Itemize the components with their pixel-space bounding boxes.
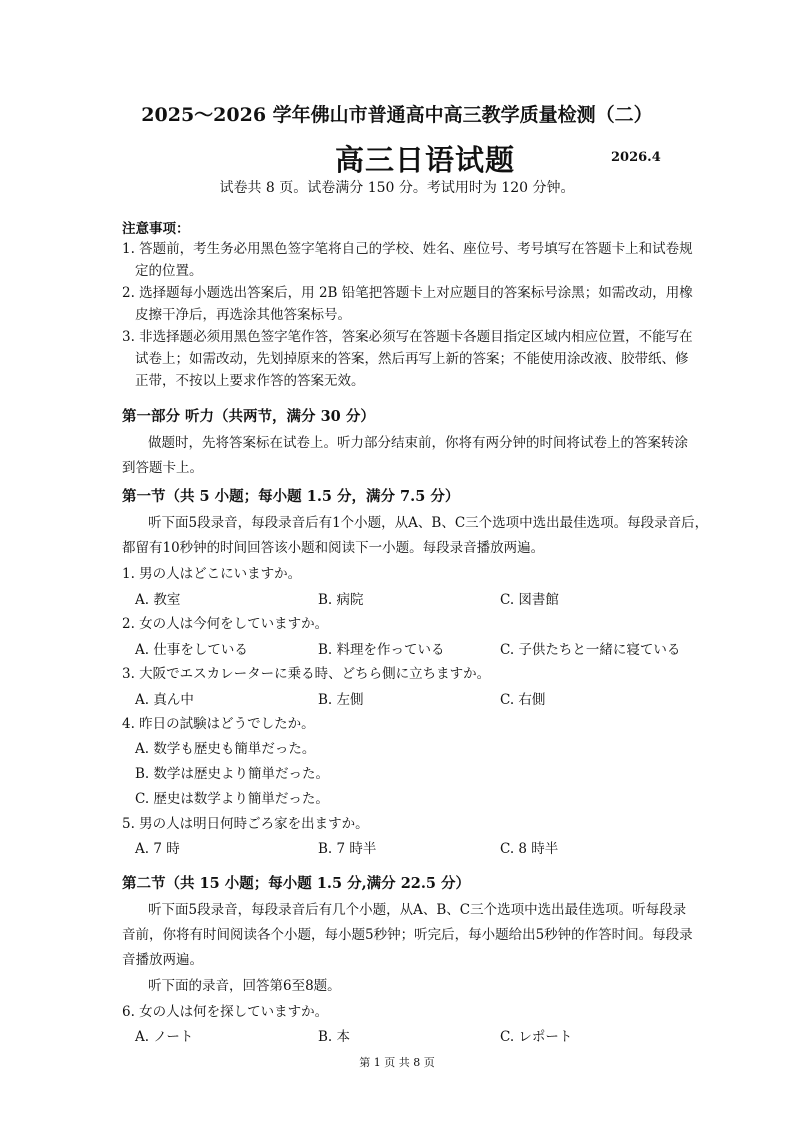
option-c: C. 子供たちと一緒に寝ている [500,642,681,658]
exam-info: 试卷共 8 页。试卷满分 150 分。考试用时为 120 分钟。 [219,180,575,196]
section2-lead: 听下面的录音，回答第6至8题。 [148,978,341,994]
question-text: 4. 昨日の試験はどうでしたか。 [122,716,315,732]
section1-intro-line: 都留有10秒钟的时间回答该小题和阅读下一小题。每段录音播放两遍。 [122,540,545,556]
notes-heading: 注意事项： [122,221,190,237]
notes-line: 1. 答题前，考生务必用黑色签字笔将自己的学校、姓名、座位号、考号填写在答题卡上和试卷规 [122,241,693,257]
section2-intro-line: 音前，你将有时间阅读各个小题，每小题5秒钟；听完后，每小题给出5秒钟的作答时间。每段录 [122,927,693,943]
section1-intro-line: 听下面5段录音，每段录音后有1个小题，从A、B、C三个选项中选出最佳选项。每段录音后， [148,515,709,531]
question-text: 3. 大阪でエスカレーターに乗る時、どちら側に立ちますか。 [122,666,491,682]
question-text: 2. 女の人は今何をしていますか。 [122,616,329,632]
question-text: 1. 男の人はどこにいますか。 [122,566,302,582]
section1-heading: 第一节（共 5 小题；每小题 1.5 分，满分 7.5 分） [122,488,460,505]
option-a: A. 教室 [135,592,181,608]
option-a: A. 数学も歴史も簡単だった。 [135,741,316,757]
option-b: B. 病院 [318,592,364,608]
option-b: B. 料理を作っている [318,642,445,658]
section2-intro-line: 听下面5段录音，每段录音后有几个小题，从A、B、C三个选项中选出最佳选项。听每段录 [148,902,687,918]
option-b: B. 左側 [318,692,364,708]
exam-date: 2026.4 [611,150,661,165]
notes-line: 定的位置。 [135,263,203,279]
option-a: A. 真ん中 [135,692,194,708]
exam-title: 2025～2026 学年佛山市普通高中高三教学质量检测（二） [141,104,653,126]
notes-line: 试卷上；如需改动，先划掉原来的答案，然后再写上新的答案；不能使用涂改液、胶带纸、修 [135,351,689,367]
page-footer: 第 1 页 共 8 页 [359,1056,435,1069]
section2-heading: 第二节（共 15 小题；每小题 1.5 分,满分 22.5 分） [122,875,471,892]
option-a: A. ノート [135,1029,194,1045]
option-c: C. 図書館 [500,592,559,608]
option-a: A. 7 時 [135,841,180,857]
notes-line: 皮擦干净后，再选涂其他答案标号。 [135,307,351,323]
option-b: B. 7 時半 [318,841,377,857]
option-a: A. 仕事をしている [135,642,248,658]
part1-heading: 第一部分 听力（共两节，满分 30 分） [122,408,375,425]
part1-intro-line: 到答题卡上。 [122,460,203,476]
option-c: C. 8 時半 [500,841,559,857]
section2-intro-line: 音播放两遍。 [122,952,203,968]
option-c: C. レポート [500,1029,573,1045]
option-c: C. 歴史は数学より簡単だった。 [135,791,329,807]
question-text: 6. 女の人は何を探していますか。 [122,1004,329,1020]
option-b: B. 本 [318,1029,351,1045]
option-b: B. 数学は歴史より簡単だった。 [135,766,330,782]
notes-line: 3. 非选择题必须用黑色签字笔作答，答案必须写在答题卡各题目指定区域内相应位置，不能写在 [122,329,693,345]
notes-line: 正带，不按以上要求作答的答案无效。 [135,373,365,389]
notes-line: 2. 选择题每小题选出答案后，用 2B 铅笔把答题卡上对应题目的答案标号涂黑；如需改动，用橡 [122,285,693,301]
part1-intro-line: 做题时，先将答案标在试卷上。听力部分结束前，你将有两分钟的时间将试卷上的答案转涂 [148,435,688,451]
option-c: C. 右側 [500,692,546,708]
exam-subtitle: 高三日语试题 [335,143,516,177]
question-text: 5. 男の人は明日何時ごろ家を出ますか。 [122,816,369,832]
